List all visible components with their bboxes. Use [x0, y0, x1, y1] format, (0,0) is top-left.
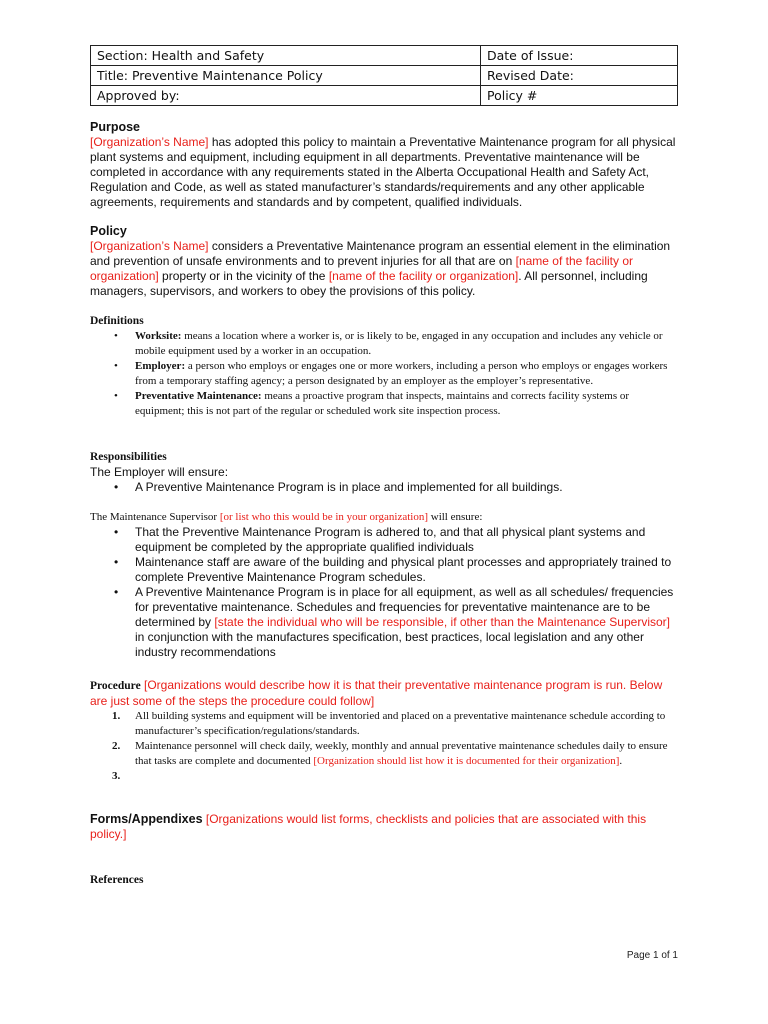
responsible-individual-placeholder: [state the individual who will be responsible, if other than the Maintenance Supervisor] [214, 615, 670, 629]
list-item [90, 709, 680, 739]
definition-text: means a proactive program that inspects, maintains and corrects facility systems or equipment; this is not part of the regular or scheduled work site inspection process. [135, 390, 630, 417]
purpose-heading: Purpose [90, 120, 141, 134]
list-item [90, 585, 680, 660]
list-item [90, 359, 680, 389]
responsibilities-section [90, 450, 680, 495]
references-heading: References [90, 874, 144, 886]
policy-text: . All personnel, including managers, supervisors, and workers to obey the provisions of this policy. [90, 269, 648, 298]
policy-text: considers a Preventative Maintenance program an essential element in the elimination and prevention of unsafe environments and to prevent injuries for all that are on [90, 239, 671, 268]
policy-number-cell: Policy # [481, 86, 678, 106]
facility-placeholder: [name of the facility or organization] [90, 254, 633, 283]
definitions-section [90, 314, 680, 419]
definition-term: Worksite: [135, 330, 182, 342]
purpose-section [90, 120, 680, 210]
supervisor-intro-text: The Maintenance Supervisor [90, 511, 220, 523]
section-cell: Section: Health and Safety [91, 46, 481, 66]
step-number: 3. [112, 770, 121, 782]
facility-placeholder: [name of the facility or organization] [328, 269, 519, 283]
supervisor-list [90, 525, 680, 660]
forms-section [90, 812, 680, 842]
list-item [90, 739, 680, 769]
list-item: • Maintenance staff are aware of the building and physical plant processes and appropriately trained to complete Preventive Maintenance Program schedules. [90, 555, 680, 585]
responsibilities-heading: Responsibilities [90, 451, 167, 463]
forms-placeholder: [Organizations would list forms, checklists and policies that are associated with this policy.] [90, 812, 647, 841]
employer-intro: The Employer will ensure: [90, 465, 229, 479]
step-text: All building systems and equipment will be inventoried and placed on a preventative maintenance schedule according to manufacturer’s specification/regulations/standards. [135, 710, 666, 737]
date-of-issue-cell: Date of Issue: [481, 46, 678, 66]
approved-by-cell: Approved by: [91, 86, 481, 106]
org-name-placeholder: [Organization’s Name] [90, 135, 209, 149]
supervisor-item-text: in conjunction with the manufactures specification, best practices, local legislation and any other industry recommendations [135, 630, 644, 659]
employer-list [90, 480, 680, 495]
step-number: 1. [112, 710, 121, 722]
policy-text: property or in the vicinity of the [158, 269, 329, 283]
forms-heading: Forms/Appendixes [90, 812, 203, 826]
list-item [90, 769, 680, 784]
definitions-list [90, 329, 680, 419]
forms-paragraph [90, 812, 680, 842]
documentation-placeholder: [Organization should list how it is documented for their organization] [313, 755, 620, 767]
definition-term: Employer: [135, 360, 186, 372]
references-section [90, 873, 680, 888]
purpose-paragraph [90, 135, 680, 210]
definitions-heading: Definitions [90, 315, 144, 327]
procedure-steps [90, 709, 680, 784]
supervisor-intro-text: will ensure: [428, 511, 483, 523]
header-table [90, 45, 678, 106]
definition-text: a person who employs or engages one or more workers, including a person who employs or engages workers from a temporary staffing agency; a person designated by an employer as the employer’s representative. [135, 360, 668, 387]
supervisor-intro [90, 510, 680, 525]
policy-heading: Policy [90, 224, 127, 238]
step-text: . [619, 755, 623, 767]
procedure-placeholder: [Organizations would describe how it is that their preventative maintenance program is run. Below are just some of the steps the procedure could follow] [90, 678, 663, 708]
definition-text: means a location where a worker is, or is likely to be, engaged in any occupation and includes any vehicle or mobile equipment used by a worker in an occupation. [135, 330, 663, 357]
policy-section [90, 224, 680, 299]
revised-date-cell: Revised Date: [481, 66, 678, 86]
list-item [90, 329, 680, 359]
page-number: Page 1 of 1 [626, 950, 678, 961]
list-item [90, 389, 680, 419]
table-row [91, 86, 678, 106]
procedure-heading: Procedure [90, 680, 141, 692]
supervisor-placeholder: [or list who this would be in your organization] [219, 511, 428, 523]
definition-term: Preventative Maintenance: [135, 390, 262, 402]
supervisor-item-text: A Preventive Maintenance Program is in place for all equipment, as well as all schedules/ frequencies for preventative maintenance. Schedules and frequencies for preventative maintenance are to be determined by [135, 585, 674, 629]
step-text: Maintenance personnel will check daily, weekly, monthly and annual preventative maintenance schedules daily to ensure that tasks are complete and documented [135, 740, 668, 767]
list-item: • That the Preventive Maintenance Program is adhered to, and that all physical plant systems and equipment be completed by the appropriate qualified individuals [90, 525, 680, 555]
table-row [91, 46, 678, 66]
policy-paragraph [90, 239, 680, 299]
list-item: • A Preventive Maintenance Program is in place and implemented for all buildings. [90, 480, 680, 495]
procedure-intro [90, 678, 680, 709]
supervisor-section [90, 510, 680, 660]
table-row [91, 66, 678, 86]
purpose-text: has adopted this policy to maintain a Preventative Maintenance program for all physical plant systems and equipment, including equipment in all departments. Preventative maintenance will be completed in accordance with any requirements stated in the Alberta Occupational Health and Safety Act, Regulation and Code, as well as stated manufacturer’s standards/requirements and any other applicable agreements, requirements and standards and by competent, qualified individuals. [90, 135, 676, 209]
title-cell: Title: Preventive Maintenance Policy [91, 66, 481, 86]
org-name-placeholder: [Organization’s Name] [90, 239, 209, 253]
procedure-section [90, 678, 680, 784]
step-number: 2. [112, 740, 121, 752]
